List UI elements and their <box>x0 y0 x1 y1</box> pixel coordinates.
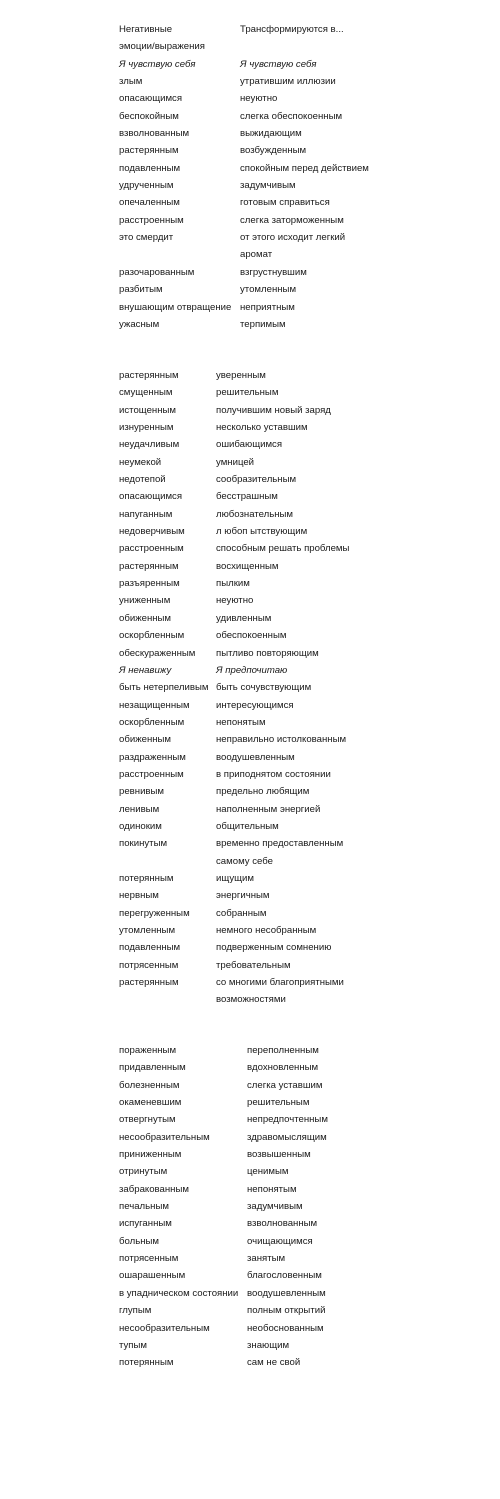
table-row <box>119 592 349 609</box>
table-row <box>119 471 349 488</box>
transformed-word: в приподнятом состоянии <box>216 768 331 780</box>
negative-word: недоверчивым <box>119 526 185 538</box>
negative-word: оскорбленным <box>119 630 185 642</box>
transformed-word: слегка заторможенным <box>240 214 344 226</box>
transformed-word: бесстрашным <box>216 491 278 503</box>
negative-word: ревнивым <box>119 786 165 798</box>
table-row <box>119 1250 328 1267</box>
transformed-word: возвышенным <box>247 1149 311 1161</box>
negative-word: разъяренным <box>119 578 180 590</box>
transformed-word: самому себе <box>216 855 273 867</box>
negative-word: растерянным <box>119 977 179 989</box>
table-row <box>119 194 369 211</box>
table-row <box>119 90 369 107</box>
negative-word: недотепой <box>119 474 166 486</box>
negative-word: окаменевшим <box>119 1097 182 1109</box>
table-row <box>119 1111 328 1128</box>
table-row <box>119 73 369 90</box>
negative-word: опечаленным <box>119 197 180 209</box>
table-row <box>119 974 349 991</box>
negative-word: потрясенным <box>119 959 179 971</box>
negative-word: потерянным <box>119 872 174 884</box>
table-row <box>119 1146 328 1163</box>
table-row <box>119 783 349 800</box>
transformed-word: непонятым <box>247 1183 297 1195</box>
transformed-word: несколько уставшим <box>216 422 308 434</box>
transformed-word: решительным <box>247 1097 310 1109</box>
table-row <box>119 679 349 696</box>
negative-word: несообразительным <box>119 1322 210 1334</box>
section-word-pairs-3 <box>119 1042 328 1372</box>
word-pair-list <box>119 367 349 1009</box>
transformed-word: готовым справиться <box>240 197 330 209</box>
transformed-word: пылким <box>216 578 250 590</box>
transformed-word: удивленным <box>216 612 272 624</box>
negative-word: истощенным <box>119 404 176 416</box>
negative-word: печальным <box>119 1201 169 1213</box>
negative-word: расстроенным <box>119 768 184 780</box>
negative-word: неудачливым <box>119 439 180 451</box>
negative-word: несообразительным <box>119 1131 210 1143</box>
negative-word: перегруженным <box>119 907 190 919</box>
table-row <box>119 662 349 679</box>
negative-word: Я ненавижу <box>119 664 172 676</box>
table-row <box>119 870 349 887</box>
transformed-word: очищающимся <box>247 1235 313 1247</box>
negative-word: подавленным <box>119 162 181 174</box>
negative-word: смущенным <box>119 387 173 399</box>
table-row <box>119 991 349 1008</box>
table-row <box>119 1267 328 1284</box>
table-row <box>119 610 349 627</box>
table-row <box>119 299 369 316</box>
transformed-word: умницей <box>216 456 255 468</box>
transformed-word: быть сочувствующим <box>216 682 312 694</box>
table-row <box>119 939 349 956</box>
transformed-word: здравомыслящим <box>247 1131 327 1143</box>
table-row <box>119 419 349 436</box>
table-row <box>119 818 349 835</box>
section-word-pairs-2 <box>119 367 349 1009</box>
transformed-word: спокойным перед действием <box>240 162 369 174</box>
transformed-word: пытливо повторяющим <box>216 647 319 659</box>
negative-word: Я чувствую себя <box>119 58 196 70</box>
negative-word: расстроенным <box>119 543 184 555</box>
negative-word: униженным <box>119 595 171 607</box>
negative-word: раздраженным <box>119 751 186 763</box>
table-row <box>119 229 369 246</box>
table-row <box>119 108 369 125</box>
table-row <box>119 177 369 194</box>
word-pair-list <box>119 38 369 333</box>
table-row <box>119 749 349 766</box>
transformed-word: непредпочтенным <box>247 1114 328 1126</box>
transformed-word: Я чувствую себя <box>240 58 317 70</box>
negative-word: нервным <box>119 890 159 902</box>
table-row <box>119 1163 328 1180</box>
transformed-word: воодушевленным <box>247 1287 326 1299</box>
negative-word: злым <box>119 76 143 88</box>
negative-word: удрученным <box>119 180 174 192</box>
table-row <box>119 281 369 298</box>
negative-word: напуганным <box>119 508 173 520</box>
transformed-word: предельно любящим <box>216 786 310 798</box>
transformed-word: необоснованным <box>247 1322 324 1334</box>
negative-word: ошарашенным <box>119 1270 186 1282</box>
table-row <box>119 540 349 557</box>
transformed-word: ищущим <box>216 872 255 884</box>
table-row <box>119 1354 328 1371</box>
negative-word: в упадническом состоянии <box>119 1287 239 1299</box>
table-row <box>119 853 349 870</box>
negative-word: пораженным <box>119 1045 177 1056</box>
table-row <box>119 160 369 177</box>
negative-word: подавленным <box>119 942 181 954</box>
table-row <box>119 627 349 644</box>
negative-word: забракованным <box>119 1183 189 1195</box>
table-row <box>119 575 349 592</box>
transformed-word: неуютно <box>240 93 278 105</box>
transformed-word: со многими благоприятными <box>216 977 344 989</box>
negative-word: разочарованным <box>119 266 195 278</box>
negative-word: это смердит <box>119 232 174 244</box>
negative-word: потрясенным <box>119 1253 179 1265</box>
negative-word: беспокойным <box>119 110 179 122</box>
negative-word: глупым <box>119 1305 152 1317</box>
negative-word: покинутым <box>119 838 168 850</box>
transformed-word: л юбоп ытствующим <box>216 526 308 538</box>
table-row <box>119 1059 328 1076</box>
negative-word: тупым <box>119 1339 147 1351</box>
transformed-word: утратившим иллюзии <box>240 76 336 88</box>
table-row <box>119 264 369 281</box>
transformed-word: выжидающим <box>240 128 302 140</box>
transformed-word: восхищенным <box>216 560 279 572</box>
table-row <box>119 1337 328 1354</box>
negative-word: придавленным <box>119 1062 186 1074</box>
table-row <box>119 1198 328 1215</box>
table-row <box>119 402 349 419</box>
table-row <box>119 316 369 333</box>
transformed-word: задумчивым <box>247 1201 303 1213</box>
negative-word: утомленным <box>119 925 176 936</box>
table-row <box>119 1129 328 1146</box>
transformed-word: неправильно истолкованным <box>216 734 347 746</box>
transformed-word: задумчивым <box>240 180 296 192</box>
negative-word: быть нетерпеливым <box>119 682 209 694</box>
transformed-word: занятым <box>247 1253 286 1265</box>
negative-word: отринутым <box>119 1166 168 1178</box>
negative-word: оскорбленным <box>119 716 185 728</box>
transformed-word: аромат <box>240 249 273 261</box>
transformed-word: интересующимся <box>216 699 294 711</box>
transformed-word: требовательным <box>216 959 291 971</box>
negative-word: расстроенным <box>119 214 184 226</box>
transformed-word: терпимым <box>240 318 286 330</box>
transformed-word: возбужденным <box>240 145 307 157</box>
negative-word: незащищенным <box>119 699 190 711</box>
table-row <box>119 714 349 731</box>
table-row <box>119 488 349 505</box>
negative-word: опасающимся <box>119 93 183 105</box>
negative-word: одиноким <box>119 820 162 832</box>
table-row <box>119 1320 328 1337</box>
table-header-row <box>119 21 369 38</box>
negative-word: эмоции/выражения <box>119 41 205 53</box>
negative-word: ужасным <box>119 318 160 330</box>
table-row <box>119 246 369 263</box>
table-row <box>119 1181 328 1198</box>
transformed-word: переполненным <box>247 1045 319 1056</box>
transformed-word: общительным <box>216 820 279 832</box>
transformed-word: обеспокоенным <box>216 630 287 642</box>
transformed-word: сам не свой <box>247 1357 301 1369</box>
transformed-word: неприятным <box>240 301 295 313</box>
table-row <box>119 454 349 471</box>
transformed-word: знающим <box>247 1339 290 1351</box>
transformed-word: вдохновленным <box>247 1062 319 1074</box>
word-pair-list <box>119 1042 328 1372</box>
table-row <box>119 905 349 922</box>
negative-word <box>119 853 216 870</box>
transformed-word: утомленным <box>240 284 297 296</box>
negative-word: неумекой <box>119 456 162 468</box>
transformed-word: Я предпочитаю <box>216 664 288 676</box>
transformed-word: непонятым <box>216 716 266 728</box>
table-row <box>119 835 349 852</box>
transformed-word: взгрустнувшим <box>240 266 307 278</box>
transformed-word: неуютно <box>216 595 254 607</box>
negative-word: взволнованным <box>119 128 190 140</box>
transformed-word: подверженным сомнению <box>216 942 332 954</box>
transformed-word: немного несобранным <box>216 925 317 936</box>
table-row <box>119 1285 328 1302</box>
table-row <box>119 1233 328 1250</box>
table-row <box>119 1042 328 1059</box>
negative-word: испуганным <box>119 1218 172 1230</box>
transformed-word: ошибающимся <box>216 439 283 451</box>
table-row <box>119 731 349 748</box>
transformed-word: полным открытий <box>247 1305 326 1317</box>
transformed-word: энергичным <box>216 890 270 902</box>
transformed-word: слегка обеспокоенным <box>240 110 343 122</box>
table-row <box>119 523 349 540</box>
table-row <box>119 1215 328 1232</box>
table-row <box>119 887 349 904</box>
table-row <box>119 558 349 575</box>
negative-word: изнуренным <box>119 422 174 434</box>
transformed-word: временно предоставленным <box>216 838 344 850</box>
negative-word: опасающимся <box>119 491 183 503</box>
transformed-word: решительным <box>216 387 279 399</box>
negative-word: обескураженным <box>119 647 196 659</box>
table-row <box>119 1094 328 1111</box>
table-row <box>119 922 349 939</box>
negative-word: болезненным <box>119 1079 180 1091</box>
negative-word: обиженным <box>119 734 172 746</box>
table-row <box>119 766 349 783</box>
table-row <box>119 142 369 159</box>
negative-word: растерянным <box>119 560 179 572</box>
table-row <box>119 1302 328 1319</box>
transformed-word: любознательным <box>216 508 294 520</box>
negative-word: растерянным <box>119 145 179 157</box>
table-row <box>119 367 349 384</box>
table-row <box>119 506 349 523</box>
section-negative-emotions <box>119 21 369 333</box>
table-row <box>119 801 349 818</box>
table-row <box>119 38 369 55</box>
negative-word: отвергнутым <box>119 1114 176 1126</box>
negative-word: обиженным <box>119 612 172 624</box>
transformed-word: сообразительным <box>216 474 297 486</box>
transformed-word: собранным <box>216 907 267 919</box>
negative-word: больным <box>119 1235 160 1247</box>
transformed-word: слегка уставшим <box>247 1079 323 1091</box>
transformed-word: получившим новый заряд <box>216 404 331 416</box>
header-transformed-into: Трансформируются в... <box>240 24 344 35</box>
table-row <box>119 436 349 453</box>
negative-word: внушающим отвращение <box>119 301 232 313</box>
table-row <box>119 125 369 142</box>
negative-word: разбитым <box>119 284 163 296</box>
table-row <box>119 384 349 401</box>
header-negative-emotions: Негативные <box>119 24 173 35</box>
transformed-word: наполненным энергией <box>216 803 321 815</box>
transformed-word: возможностями <box>216 994 286 1006</box>
table-row <box>119 645 349 662</box>
negative-word: растерянным <box>119 370 179 381</box>
transformed-word: от этого исходит легкий <box>240 232 346 244</box>
transformed-word: ценимым <box>247 1166 289 1178</box>
transformed-word: уверенным <box>216 370 266 381</box>
negative-word: приниженным <box>119 1149 182 1161</box>
transformed-word: взволнованным <box>247 1218 318 1230</box>
negative-word: ленивым <box>119 803 160 815</box>
transformed-word: способным решать проблемы <box>216 543 350 555</box>
negative-word: потерянным <box>119 1357 174 1369</box>
transformed-word: воодушевленным <box>216 751 295 763</box>
transformed-word: благословенным <box>247 1270 322 1282</box>
table-row <box>119 1077 328 1094</box>
table-row <box>119 56 369 73</box>
table-row <box>119 957 349 974</box>
negative-word <box>119 991 216 1008</box>
table-row <box>119 212 369 229</box>
negative-word <box>119 246 240 263</box>
table-row <box>119 697 349 714</box>
